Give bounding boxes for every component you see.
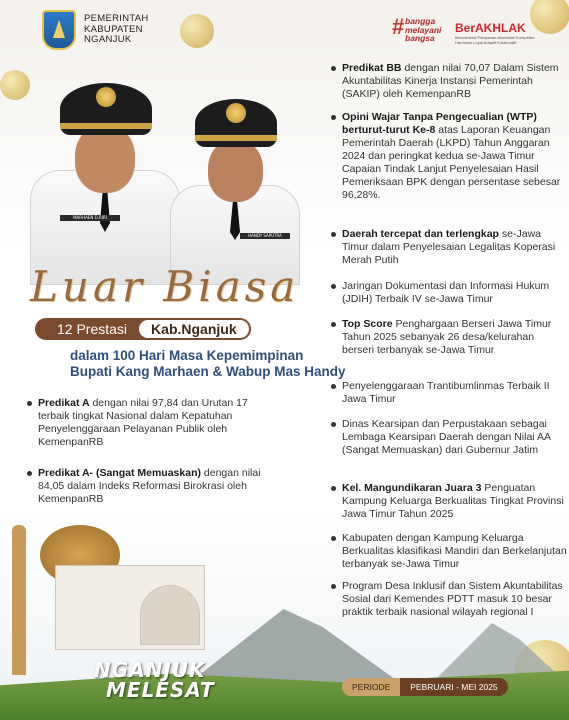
achievement-highlight: Predikat A- (Sangat Memuaskan) [38, 467, 201, 479]
bangga-line-3: bangsa [405, 33, 435, 43]
achievement-item [342, 228, 567, 267]
bullet-icon [331, 486, 336, 491]
brand-line-1: NGANJUK [94, 658, 206, 682]
berakhlak-title: BerAKHLAK [455, 21, 526, 35]
achievement-item [342, 418, 567, 457]
achievement-text: dengan nilai 84,05 dalam Indeks Reformasi Birokrasi oleh KemenpanRB [38, 467, 261, 505]
period-value: PEBRUARI - MEI 2025 [400, 678, 507, 696]
period-badge [342, 678, 508, 696]
achievement-highlight: Opini Wajar Tanpa Pengecualian (WTP) berturut-turut Ke-8 [342, 111, 537, 136]
achievement-item [342, 580, 567, 619]
achievement-text: dengan nilai 70,07 Dalam Sistem Akuntabilitas Kinerja Instansi Pemerintah (SAKIP) oleh KemenpanRB [342, 62, 559, 100]
period-label: PERIODE [342, 678, 400, 696]
achievement-text: Dinas Kearsipan dan Perpustakaan sebagai Lembaga Kearsipan Daerah dengan Nilai AA (Sangat Memuaskan) dari Gubernur Jatim [342, 418, 551, 456]
bupati-name-tag: MARHAEN D.RIRI [60, 215, 120, 221]
bullet-icon [331, 66, 336, 71]
bangga-line-2: melayani [405, 24, 442, 35]
bullet-icon [331, 384, 336, 389]
achievement-text: Kabupaten dengan Kampung Keluarga Berkualitas klasifikasi Mandiri dan Berkelanjutan terbanyak se-Jawa Timur [342, 532, 567, 570]
bullet-icon [331, 322, 336, 327]
hashtag-icon: # [392, 14, 405, 39]
gov-line-1: PEMERINTAH [84, 13, 149, 24]
nganjuk-melesat-logo [94, 660, 215, 700]
headline-luar-biasa: Luar Biasa [30, 262, 300, 311]
officials-photo [20, 60, 310, 285]
subtitle-line-1: dalam 100 Hari Masa Kepemimpinan [70, 348, 304, 363]
wabup-name-tag: HANDY SAPUTRA [240, 233, 290, 239]
achievement-highlight: Kel. Mangundikaran Juara 3 [342, 482, 482, 494]
gold-coin-decoration [180, 14, 214, 48]
berakhlak-subtitle: Berorientasi Pelayanan Akuntabel Kompeten Harmonis Loyal Adaptif Kolaboratif [455, 35, 535, 45]
bullet-icon [331, 115, 336, 120]
region-label: Kab.Nganjuk [139, 320, 249, 338]
achievement-highlight: Predikat BB [342, 62, 402, 74]
achievement-text: Penghargaan Berseri Jawa Timur Tahun 2025 sebanyak 26 desa/kelurahan berseri terbanyak se-Jawa Timur [342, 318, 552, 356]
achievement-item [342, 111, 567, 202]
building-illustration [140, 585, 200, 645]
gov-line-2: KABUPATEN [84, 23, 143, 35]
bullet-icon [331, 584, 336, 589]
brand-line-2: MELESAT [106, 678, 215, 702]
achievement-item [342, 318, 567, 357]
prestasi-pill [35, 318, 251, 340]
achievement-text: Penguatan Kampung Keluarga Berkualitas Tingkat Provinsi Jawa Timur Tahun 2025 [342, 482, 564, 520]
achievement-text: Jaringan Dokumentasi dan Informasi Hukum (JDIH) Terbaik IV se-Jawa Timur [342, 280, 550, 305]
bullet-icon [331, 422, 336, 427]
bullet-icon [27, 471, 32, 476]
bupati-figure [30, 75, 180, 285]
achievement-item [342, 62, 567, 101]
achievement-text: dengan nilai 97,84 dan Urutan 17 terbaik tingkat Nasional dalam Kepatuhan Penyelenggaraan Pelayanan Publik oleh KemenpanRB [38, 397, 248, 448]
achievement-item [342, 482, 567, 521]
achievement-item [342, 380, 567, 406]
achievement-item [342, 280, 567, 306]
gold-coin-decoration [530, 0, 569, 34]
bullet-icon [331, 232, 336, 237]
achievement-highlight: Predikat A [38, 397, 90, 409]
bullet-icon [331, 536, 336, 541]
nganjuk-crest-logo [42, 10, 76, 50]
achievement-text: Program Desa Inklusif dan Sistem Akuntabilitas Sosial dari Kemendes PDTT masuk 10 besar praktik terbaik nasional wilayah regional I [342, 580, 563, 618]
achievement-item [38, 397, 263, 449]
subtitle [70, 348, 370, 379]
achievement-item [38, 467, 263, 506]
achievement-highlight: Top Score [342, 318, 393, 330]
subtitle-line-2: Bupati Kang Marhaen & Wabup Mas Handy [70, 363, 346, 379]
achievement-text: Penyelenggaraan Trantibumlinmas Terbaik II Jawa Timur [342, 380, 550, 405]
monument-illustration [12, 525, 26, 675]
government-name [84, 14, 149, 46]
wabup-figure [170, 85, 300, 285]
achievement-highlight: Daerah tercepat dan terlengkap [342, 228, 499, 240]
bangga-line-1: bangga [405, 16, 436, 26]
achievement-item [342, 532, 567, 571]
gov-line-3: NGANJUK [84, 34, 132, 45]
bullet-icon [331, 284, 336, 289]
berakhlak-logo [455, 21, 535, 45]
prestasi-count: 12 Prestasi [57, 321, 128, 337]
achievement-text: atas Laporan Keuangan Pemerintah Daerah (LKPD) Tahun Anggaran 2024 dan peringkat kedua se-Jawa Timur Capaian Tindak Lanjut Penyelesaian Hasil Pemeriksaan BPK dengan persentase sebesar 96,28%. [342, 124, 561, 201]
achievement-text: se-Jawa Timur dalam Penyelesaian Legalitas Koperasi Merah Putih [342, 228, 556, 266]
bullet-icon [27, 401, 32, 406]
